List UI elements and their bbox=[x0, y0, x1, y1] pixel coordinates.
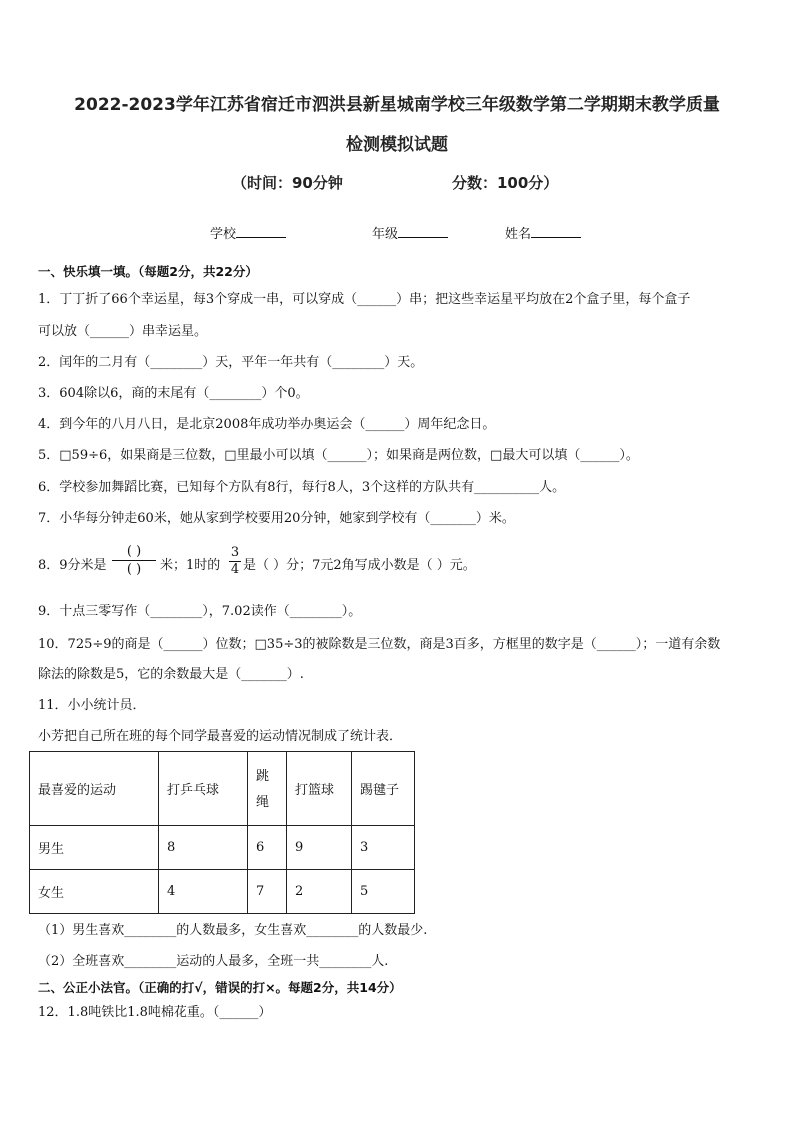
name-blank[interactable] bbox=[531, 225, 581, 238]
question-10-line1: 10．725÷9的商是（______）位数；□35÷3的被除数是三位数，商是3百多，方框里的数字是（______）；一道有余数 bbox=[38, 637, 721, 652]
section2-heading: 二、公正小法官。（正确的打√，错误的打×。每题2分，共14分） bbox=[38, 980, 402, 995]
table-header-cell: 最喜爱的运动 bbox=[30, 752, 159, 826]
school-label: 学校 bbox=[210, 227, 237, 242]
table-header-cell: 打篮球 bbox=[287, 752, 352, 826]
question-11-sub1: （1）男生喜欢________的人数最多，女生喜欢________的人数最少. bbox=[38, 923, 428, 938]
question-11-description: 小芳把自己所在班的每个同学最喜爱的运动情况制成了统计表． bbox=[38, 729, 403, 744]
fraction-denominator: 4 bbox=[230, 562, 240, 577]
question-9: 9．十点三零写作（________），7.02读作（________）。 bbox=[38, 604, 362, 619]
school-field[interactable] bbox=[210, 223, 286, 242]
table-cell: 8 bbox=[159, 826, 248, 870]
question-11-sub2: （2）全班喜欢________运动的人最多，全班一共________人. bbox=[38, 954, 389, 969]
exam-title-line1: 2022-2023学年江苏省宿迁市泗洪县新星城南学校三年级数学第二学期期末教学质量 bbox=[74, 95, 720, 115]
table-header-cell: 跳 绳 bbox=[248, 752, 287, 826]
table-cell: 4 bbox=[159, 870, 248, 914]
question-2: 2．闰年的二月有（________）天，平年一年共有（________）天。 bbox=[38, 355, 424, 370]
table-cell: 女生 bbox=[30, 870, 159, 914]
table-cell: 男生 bbox=[30, 826, 159, 870]
question-5: 5．□59÷6，如果商是三位数，□里最小可以填（______）；如果商是两位数，□最大可以填（______）。 bbox=[38, 448, 639, 463]
fraction-numerator: 3 bbox=[230, 545, 240, 560]
question-10-line2: 除法的除数是5，它的余数最大是（_______）. bbox=[38, 667, 304, 682]
school-blank[interactable] bbox=[236, 225, 286, 238]
fraction-numerator-blank[interactable]: ( ) bbox=[126, 544, 142, 559]
question-6: 6．学校参加舞蹈比赛，已知每个方队有8行，每行8人，3个这样的方队共有__________人。 bbox=[38, 480, 566, 495]
table-cell: 9 bbox=[287, 826, 352, 870]
fraction-three-quarters bbox=[229, 545, 241, 578]
table-header-row bbox=[30, 752, 415, 826]
table-row bbox=[30, 870, 415, 914]
table-cell: 6 bbox=[248, 826, 287, 870]
question-4: 4．到今年的八月八日，是北京2008年成功举办奥运会（______）周年纪念日。 bbox=[38, 417, 496, 432]
question-12: 12．1.8吨铁比1.8吨棉花重。（______） bbox=[38, 1005, 272, 1020]
question-8-tail: 是（ ）分；7元2角写成小数是（ ）元。 bbox=[243, 558, 476, 573]
question-8-prefix: 8．9分米是 bbox=[38, 558, 107, 573]
sports-table bbox=[29, 751, 415, 914]
grade-field[interactable] bbox=[372, 223, 448, 242]
exam-time: （时间：90分钟 bbox=[232, 174, 343, 192]
name-field[interactable] bbox=[505, 223, 581, 242]
question-8-mid: 米；1时的 bbox=[160, 558, 221, 573]
name-label: 姓名 bbox=[505, 227, 532, 242]
table-header-cell: 打乒乓球 bbox=[159, 752, 248, 826]
question-7: 7．小华每分钟走60米，她从家到学校要用20分钟，她家到学校有（_______）米。 bbox=[38, 511, 515, 526]
table-cell: 3 bbox=[352, 826, 415, 870]
question-3: 3．604除以6，商的末尾有（________）个0。 bbox=[38, 386, 309, 401]
grade-blank[interactable] bbox=[398, 225, 448, 238]
grade-label: 年级 bbox=[372, 227, 399, 242]
fraction-denominator-blank[interactable]: ( ) bbox=[112, 560, 156, 578]
question-1-line1: 1．丁丁折了66个幸运星，每3个穿成一串，可以穿成（______）串；把这些幸运星平均放在2个盒子里，每个盒子 bbox=[38, 292, 691, 307]
table-row bbox=[30, 826, 415, 870]
exam-score: 分数：100分） bbox=[452, 174, 559, 192]
table-header-cell: 踢毽子 bbox=[352, 752, 415, 826]
table-cell: 7 bbox=[248, 870, 287, 914]
table-cell: 5 bbox=[352, 870, 415, 914]
question-11-heading: 11．小小统计员． bbox=[38, 698, 146, 713]
table-cell: 2 bbox=[287, 870, 352, 914]
fraction-blank bbox=[112, 543, 156, 578]
section1-heading: 一、快乐填一填。（每题2分，共22分） bbox=[38, 264, 258, 279]
exam-title-line2: 检测模拟试题 bbox=[346, 135, 448, 155]
question-1-line2: 可以放（______）串幸运星。 bbox=[38, 324, 208, 339]
